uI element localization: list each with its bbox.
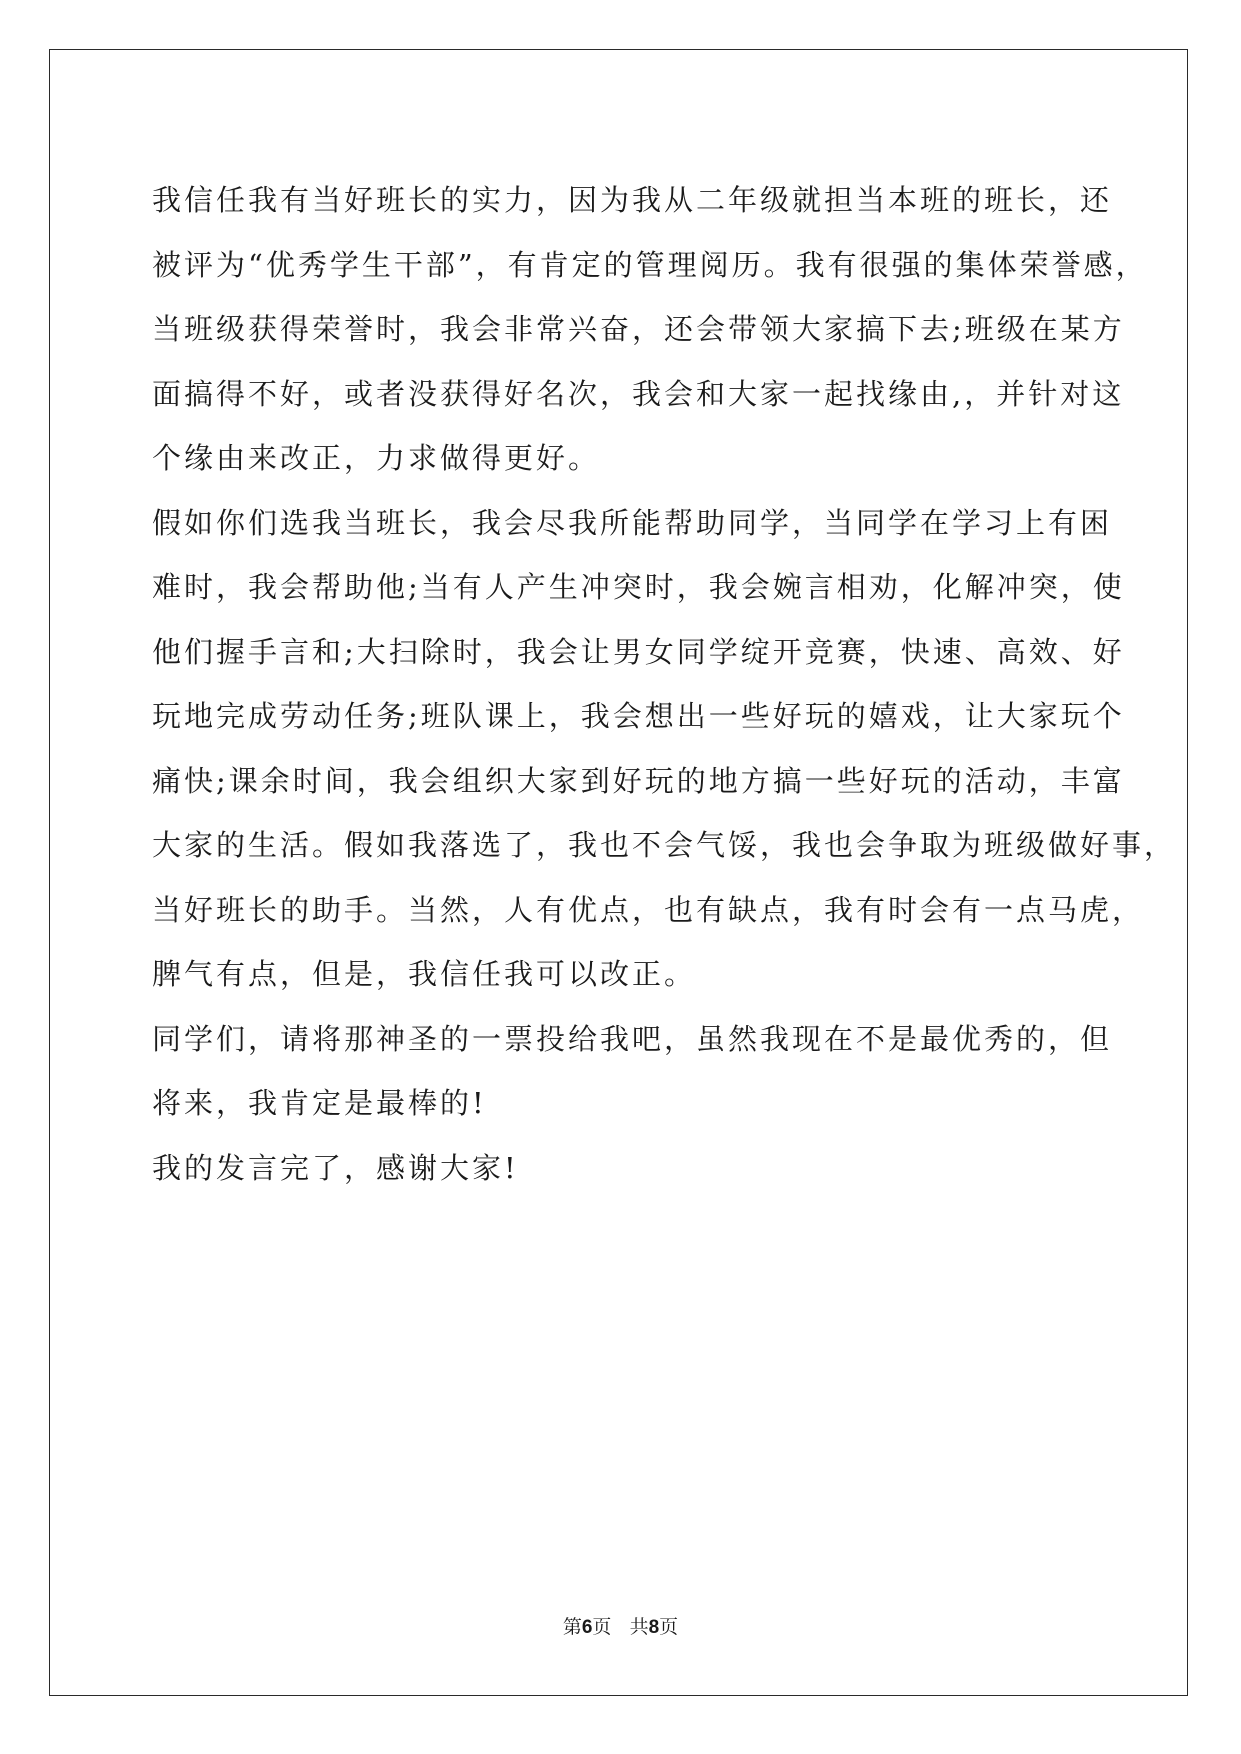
text-line: 当好班长的助手。当然，人有优点，也有缺点，我有时会有一点马虎， xyxy=(152,892,1145,927)
total-suffix: 页 xyxy=(659,1616,679,1638)
text-line: 痛快;课余时间，我会组织大家到好玩的地方搞一些好玩的活动，丰富 xyxy=(152,763,1125,798)
text-line: 我信任我有当好班长的实力，因为我从二年级就担当本班的班长，还 xyxy=(152,183,1113,217)
current-page-number: 6 xyxy=(581,1617,593,1638)
text-line: 大家的生活。假如我落选了，我也不会气馁，我也会争取为班级做好事， xyxy=(152,828,1177,862)
text-line: 我的发言完了，感谢大家! xyxy=(152,1150,519,1185)
total-prefix: 共 xyxy=(629,1616,649,1638)
text-line: 当班级获得荣誉时，我会非常兴奋，还会带领大家搞下去;班级在某方 xyxy=(152,312,1125,346)
text-line: 玩地完成劳动任务;班队课上，我会想出一些好玩的嬉戏，让大家玩个 xyxy=(152,699,1125,733)
text-line: 假如你们选我当班长，我会尽我所能帮助同学，当同学在学习上有困 xyxy=(152,505,1113,540)
text-line: 将来，我肯定是最棒的! xyxy=(152,1086,487,1120)
text-line: 被评为“优秀学生干部”，有肯定的管理阅历。我有很强的集体荣誉感， xyxy=(152,247,1148,282)
text-line: 面搞得不好，或者没获得好名次，我会和大家一起找缘由,，并针对这 xyxy=(152,376,1125,411)
text-line: 个缘由来改正，力求做得更好。 xyxy=(152,441,601,475)
text-line: 难时，我会帮助他;当有人产生冲突时，我会婉言相劝，化解冲突，使 xyxy=(152,570,1125,604)
document-body xyxy=(152,168,1177,1200)
text-line: 脾气有点，但是，我信任我可以改正。 xyxy=(152,957,697,991)
text-line: 他们握手言和;大扫除时，我会让男女同学绽开竞赛，快速、高效、好 xyxy=(152,634,1125,669)
page-prefix: 第 xyxy=(562,1616,582,1638)
total-pages-number: 8 xyxy=(648,1617,660,1638)
text-line: 同学们，请将那神圣的一票投给我吧，虽然我现在不是最优秀的，但 xyxy=(152,1021,1113,1056)
page-footer xyxy=(0,1612,1241,1639)
page-suffix: 页 xyxy=(592,1616,612,1638)
